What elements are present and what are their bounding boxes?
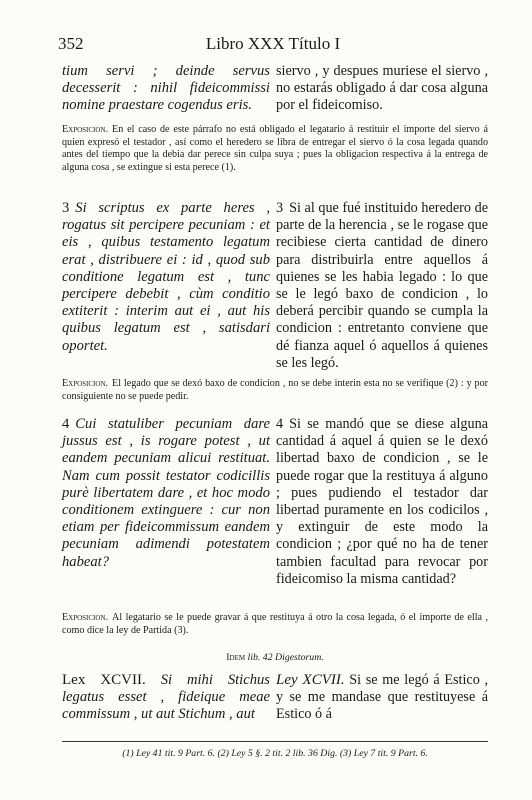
- exposition-text: El legado que se dexó baxo de condicion , no se debe interin esta no se verifique (2) : y por consiguiente no se puede pedir.: [62, 378, 488, 402]
- latin-section-4: [62, 416, 270, 571]
- spanish-continuation: siervo , y despues muriese el siervo , no estarás obligado á dar cosa alguna por el fideicomiso.: [276, 63, 488, 114]
- exposition-label: Exposicion.: [62, 378, 109, 389]
- source-reference: [62, 652, 488, 663]
- spanish-text: Si al que fué instituido heredero de parte de la herencia , se le rogase que recibiese cierta cantidad de dinero para distribuirla entre aquellos á quienes se les habia legado : lo que se le legó baxo de condicion , lo deberá percibir quando se cumpla la condicion : entretanto conviene que dé fianza aquel ó aquellos á quienes se les legó.: [276, 200, 488, 371]
- page-header: [58, 34, 488, 56]
- section-number: 4: [62, 416, 70, 432]
- page-number: 352: [58, 34, 84, 53]
- latin-text: Si mihi Stichus legatus esset , fideique meae commissum , ut aut Stichum , aut: [62, 672, 270, 723]
- section-number: 3: [276, 200, 284, 216]
- spanish-section-4: [276, 416, 488, 588]
- exposition-text: En el caso de este párrafo no está obligado el legatario á restituir el importe del siervo á quien expresó el testador , así como el heredero se libra de entregar el siervo ó la cosa legada quando antes del tiempo que la debia dar perece sin culpa suya ; pues la obligacion respectiva á la entrega de alguna cosa , se extingue si esta perece (1).: [62, 124, 488, 173]
- spanish-text: Si se me legó á Estico , y se me mandase que restituyese á Estico ó á: [276, 672, 489, 723]
- spanish-text: Si se mandó que se diese alguna cantidad á aquel á quien se le dexó libertad baxo de condicion , se le puede rogar que la restituya á alguno ; pues pudiendo el testador dar libertad puramente en los codicilos , y extinguir de este modo la condicion ; ¿por qué no ha de tener tambien facultad para revocar por fideicomiso la misma cantidad?: [276, 416, 488, 587]
- section-number: 4: [276, 416, 284, 432]
- source-work: lib. 42 Digestorum.: [247, 652, 324, 663]
- exposition-2: [62, 378, 488, 403]
- latin-section-3: [62, 200, 270, 355]
- exposition-3: [62, 612, 488, 637]
- latin-lex-97: [62, 672, 270, 724]
- exposition-label: Exposicion.: [62, 612, 109, 623]
- spanish-section-3: [276, 200, 488, 372]
- footnotes: (1) Ley 41 tit. 9 Part. 6. (2) Ley 5 §. 2 tit. 2 lib. 36 Dig. (3) Ley 7 tit. 9 Part. 6.: [122, 748, 428, 759]
- exposition-text: Al legatario se le puede gravar á que restituya á otro la cosa legada, ó el importe de ella , como dice la ley de Partida (3).: [62, 612, 488, 636]
- latin-text: Cui statuliber pecuniam dare jussus est , is rogare potest , ut eandem pecuniam alicui restituat. Nam cum possit testator codicillis purè libertatem dare , et hoc modo conditionem extinguere : cur non etiam per fideicommissum eandem pecuniam adimendi potestatem habeat?: [62, 416, 270, 570]
- latin-continuation: tium servi ; deinde servus decesserit : nihil fideicommissi nomine praestare cogendus eris.: [62, 63, 270, 114]
- section-number: 3: [62, 200, 70, 216]
- exposition-1: [62, 124, 488, 174]
- exposition-label: Exposicion.: [62, 124, 109, 135]
- latin-text: Si scriptus ex parte heres , rogatus sit percipere pecuniam : et eis , quibus testamento legatum erat , distribuere ei : id , quod sub conditione legatum est , tunc percipere debebit , cùm conditio extiterit : interim aut ei , aut his quibus legatum est , satisdari oportet.: [62, 200, 270, 354]
- spanish-lex-97: [276, 672, 488, 724]
- footnote-rule: [62, 741, 488, 742]
- lex-heading: Lex XCVII.: [62, 672, 146, 688]
- source-author: Idem: [226, 652, 246, 663]
- ley-heading: Ley XCVII.: [276, 672, 345, 688]
- running-title: Libro XXX Título I: [205, 34, 341, 53]
